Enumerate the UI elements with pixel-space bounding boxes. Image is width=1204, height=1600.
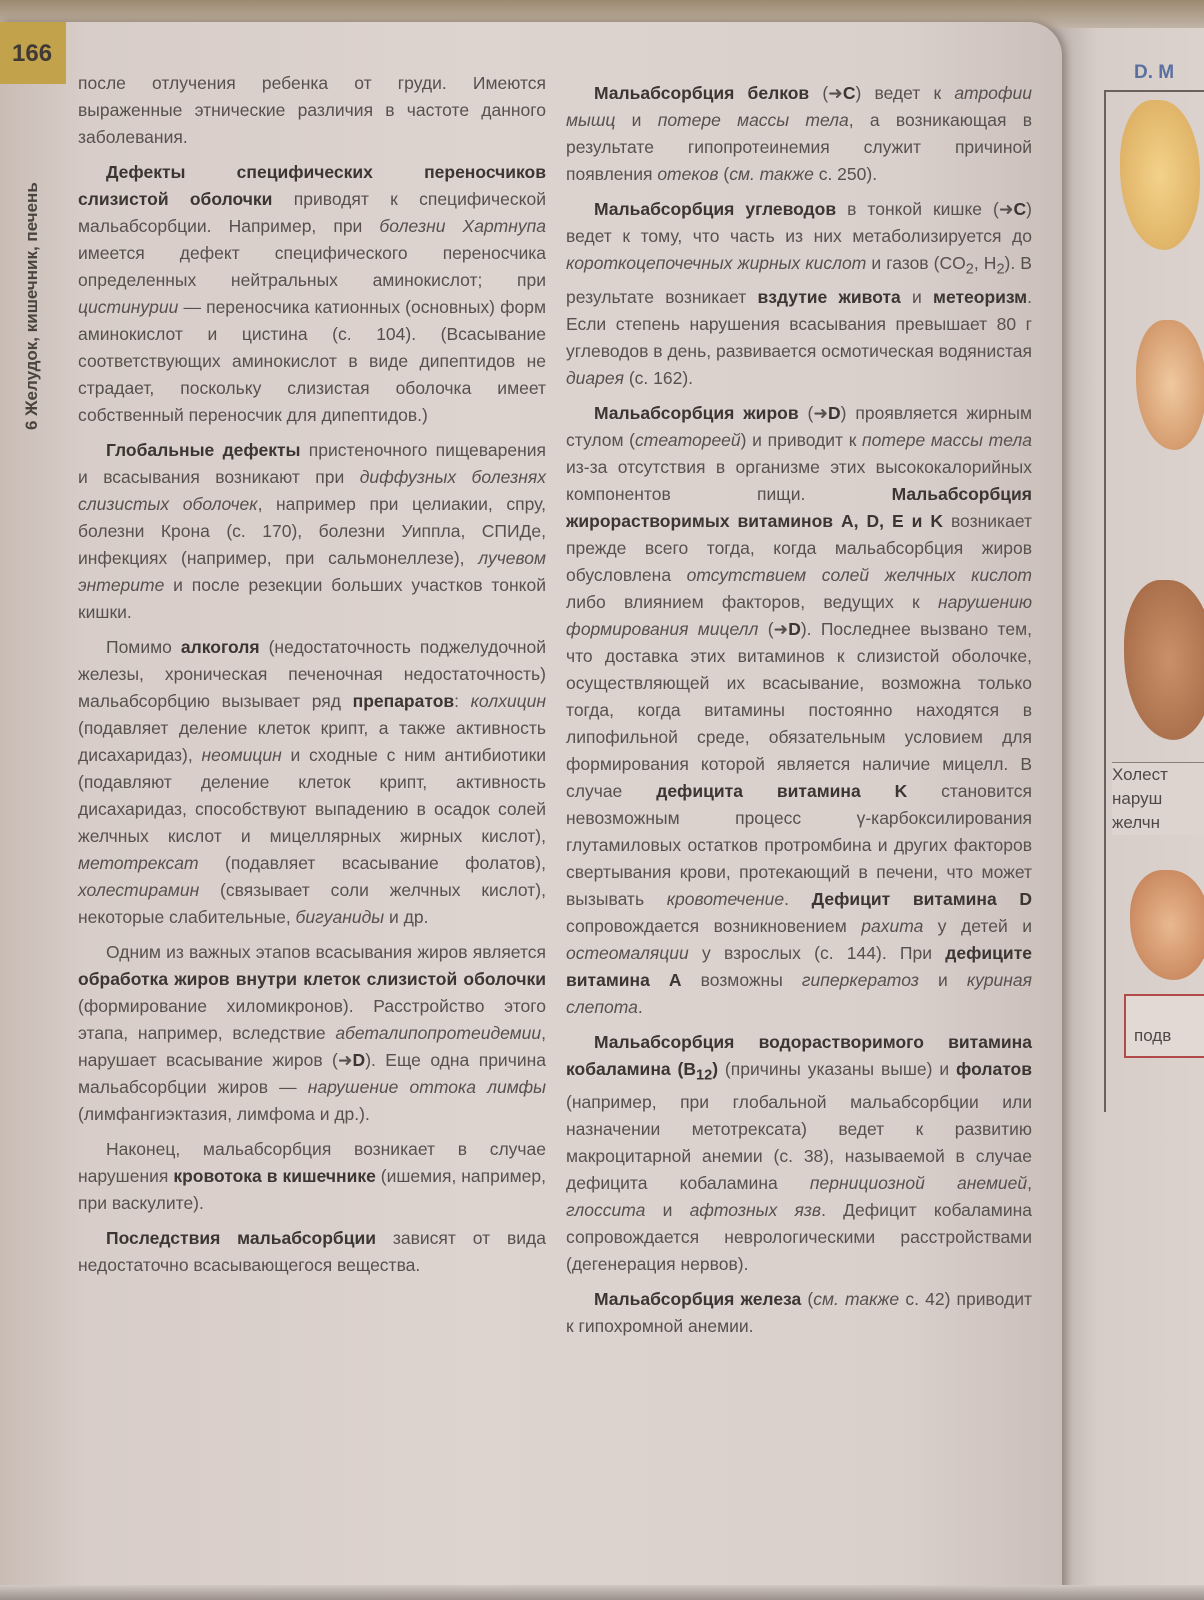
background-bottom — [0, 1585, 1204, 1600]
figure-caption — [1112, 762, 1204, 835]
caption-text: подв — [1134, 1026, 1172, 1045]
caption-line: Холест — [1112, 765, 1168, 784]
paragraph: Помимо алкоголя (недостаточность поджелудочной железы, хроническая печеночная недостаточность) мальабсорбцию вызывает ряд препаратов: колхицин (подавляет деление клеток крипт, а также активность дисахаридаз), неомицин и сходные с ним антибиотики (подавляют деление клеток крипт, активность дисахаридаз, способствуют выпадению в осадок солей желчных кислот и мицеллярных жирных кислот), метотрексат (подавляет всасывание фолатов), холестирамин (связывает соли желчных кислот), некоторые слабительные, бигуаниды и др. — [78, 637, 547, 927]
caption-line: желчн — [1112, 813, 1161, 832]
chapter-title: 6 Желудок, кишечник, печень — [22, 182, 41, 430]
left-text-column — [78, 70, 546, 1287]
paragraph: Дефекты специфических переносчиков слизистой оболочки приводят к специфической мальабсорбции. Например, при болезни Хартнупа имеется дефект специфического переносчика определенных нейтральных аминокислот; при цистинурии — переносчика катионных (основных) форм аминокислот и цистина (с. 104). (Всасывание соответствующих аминокислот в виде дипептидов не страдает, поскольку слизистая оболочка имеет собственный переносчик для дипептидов.) — [78, 162, 546, 425]
paragraph: Глобальные дефекты пристеночного пищеварения и всасывания возникают при диффузных болезнях слизистых оболочек, например при целиакии, спру, болезни Крона (с. 170), болезни Уиппла, СПИДе, инфекциях (например, при сальмонеллезе), лучевом энтерите и после резекции больших участков тонкой кишки. — [78, 440, 546, 622]
paragraph: Мальабсорбция жиров (➜D) проявляется жирным стулом (стеатореей) и приводит к потере массы тела из-за отсутствия в организме этих высококалорийных компонентов пищи. Мальабсорбция жирорастворимых витаминов A, D, E и K возникает прежде всего тогда, когда мальабсорбция жиров обусловлена отсутствием солей желчных кислот либо влиянием факторов, ведущих к нарушению формирования мицелл (➜D). Последнее вызвано тем, что доставка этих витаминов к слизистой оболочке, осуществляющей их всасывание, возможна только тогда, когда витамины постоянно находятся в липофильной среде, обязательным условием для формирования которой является наличие мицелл. В случае дефицита витамина K становится невозможным процесс γ-карбоксилирования глутамиловых остатков протромбина и других факторов свертывания крови, протекающий в печени, что может вызывать кровотечение. Дефицит витамина D сопровождается возникновением рахита у детей и остеомаляции у взрослых (с. 144). При дефиците витамина A возможны гиперкератоз и куриная слепота. — [566, 402, 1033, 1017]
paragraph: Мальабсорбция белков (➜C) ведет к атрофии мышц и потере массы тела, а возникающая в результате гипопротеинемия служит причиной появления отеков (см. также с. 250). — [566, 83, 1032, 184]
paragraph: Одним из важных этапов всасывания жиров является обработка жиров внутри клеток слизистой оболочки (формирование хиломикронов). Расстройство этого этапа, например, вследствие абеталипопротеидемии, нарушает всасывание жиров (➜D). Еще одна причина мальабсорбции жиров — нарушение оттока лимфы (лимфангиэктазия, лимфома и др.). — [78, 942, 546, 1124]
paragraph: Последствия мальабсорбции зависят от вида недостаточно всасывающегося вещества. — [78, 1228, 546, 1275]
paragraph: Мальабсорбция железа (см. также с. 42) приводит к гипохромной анемии. — [566, 1289, 1032, 1336]
paragraph: Мальабсорбция водорастворимого витамина кобаламина $(B_{12})$ (причины указаны выше) и фолатов (например, при глобальной мальабсорбции или назначении метотрексата) ведет к развитию макроцитарной анемии (с. 38), называемой в случае дефицита кобаламина пернициозной анемией, глоссита и афтозных язв. Дефицит кобаламина сопровождается неврологическими расстройствами (дегенерация нервов). — [566, 1031, 1033, 1274]
paragraph: Мальабсорбция углеводов в тонкой кишке (➜C) ведет к тому, что часть из них метаболизируется до короткоцепочечных жирных кислот и газов ($CO_2$, $H_2$). В результате возникает вздутие живота и метеоризм. Если степень нарушения всасывания превышает 80 г углеводов в день, развивается осмотическая водянистая диарея (с. 162). — [566, 199, 1033, 388]
paragraph: после отлучения ребенка от груди. Имеются выраженные этнические различия в частоте данного заболевания. — [78, 73, 546, 147]
page-number: 166 — [12, 40, 53, 67]
right-text-column — [566, 80, 1032, 1348]
paragraph: Наконец, мальабсорбция возникает в случае нарушения кровотока в кишечнике (ишемия, например, при васкулите). — [78, 1139, 546, 1213]
caption-line: наруш — [1112, 789, 1163, 808]
figure-caption-box — [1124, 994, 1204, 1058]
figure-title: D. M — [1134, 62, 1175, 83]
